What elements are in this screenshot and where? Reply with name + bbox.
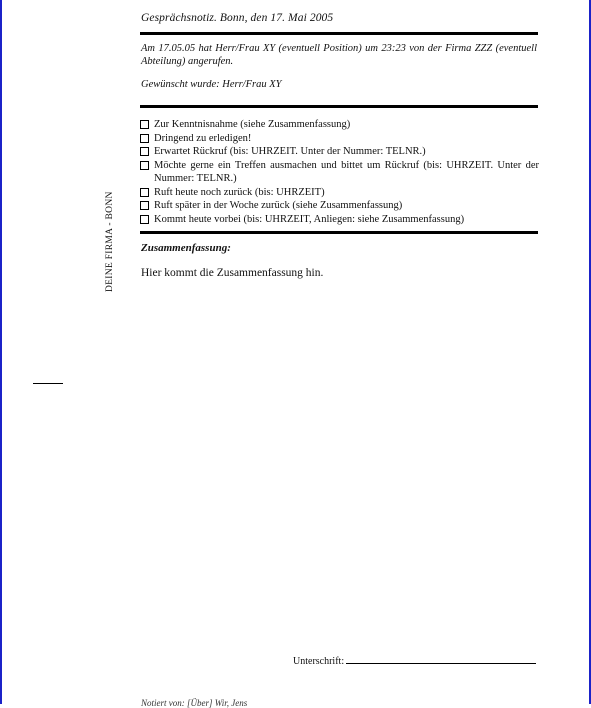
checklist-item-label: Dringend zu erledigen! bbox=[154, 132, 252, 144]
signature-label: Unterschrift: bbox=[293, 656, 345, 667]
checklist-item-label: Erwartet Rückruf (bis: UHRZEIT. Unter der Nummer: TELNR.) bbox=[154, 146, 426, 157]
summary-heading: Zusammenfassung: bbox=[141, 242, 231, 254]
document-title: Gesprächsnotiz. Bonn, den 17. Mai 2005 bbox=[141, 12, 334, 24]
signature-block bbox=[293, 654, 536, 667]
checkbox[interactable] bbox=[140, 120, 149, 129]
checkbox[interactable] bbox=[140, 147, 149, 156]
company-name-vertical bbox=[101, 191, 116, 292]
checklist-item[interactable] bbox=[140, 199, 539, 213]
checklist-item[interactable] bbox=[140, 159, 539, 186]
rule-top bbox=[140, 32, 538, 35]
checkbox[interactable] bbox=[140, 161, 149, 170]
company-name: DEINE FIRMA - BONN bbox=[105, 191, 115, 292]
signature-line[interactable] bbox=[346, 654, 536, 664]
checklist-item[interactable] bbox=[140, 118, 539, 132]
requested-person: Gewünscht wurde: Herr/Frau XY bbox=[141, 79, 282, 90]
checklist-item-label: Ruft später in der Woche zurück (siehe Zusammenfassung) bbox=[154, 200, 403, 211]
checklist-item-label: Möchte gerne ein Treffen ausmachen und bittet um Rückruf (bis: UHRZEIT. Unter der Nummer: TELNR.) bbox=[154, 159, 539, 184]
fold-mark bbox=[33, 383, 63, 384]
frame-left-border bbox=[0, 0, 2, 704]
footer-note: Notiert von: [Über] Wir, Jens bbox=[141, 698, 248, 708]
checklist-item-label: Zur Kenntnisnahme (siehe Zusammenfassung) bbox=[154, 119, 351, 130]
checklist-item[interactable] bbox=[140, 132, 539, 146]
checkbox[interactable] bbox=[140, 188, 149, 197]
call-description: Am 17.05.05 hat Herr/Frau XY (eventuell Position) um 23:23 von der Firma ZZZ (eventuell Abteilung) angerufen. bbox=[141, 43, 537, 67]
checklist-item[interactable] bbox=[140, 186, 539, 200]
checkbox[interactable] bbox=[140, 215, 149, 224]
checklist-item[interactable] bbox=[140, 145, 539, 159]
checkbox[interactable] bbox=[140, 201, 149, 210]
checklist bbox=[140, 118, 539, 226]
summary-text: Hier kommt die Zusammenfassung hin. bbox=[141, 267, 324, 279]
rule-middle bbox=[140, 105, 538, 108]
checklist-item-label: Ruft heute noch zurück (bis: UHRZEIT) bbox=[154, 186, 325, 198]
checklist-item-label: Kommt heute vorbei (bis: UHRZEIT, Anliegen: siehe Zusammenfassung) bbox=[154, 213, 465, 225]
rule-bottom bbox=[140, 231, 538, 234]
checkbox[interactable] bbox=[140, 134, 149, 143]
checklist-item[interactable] bbox=[140, 213, 539, 227]
